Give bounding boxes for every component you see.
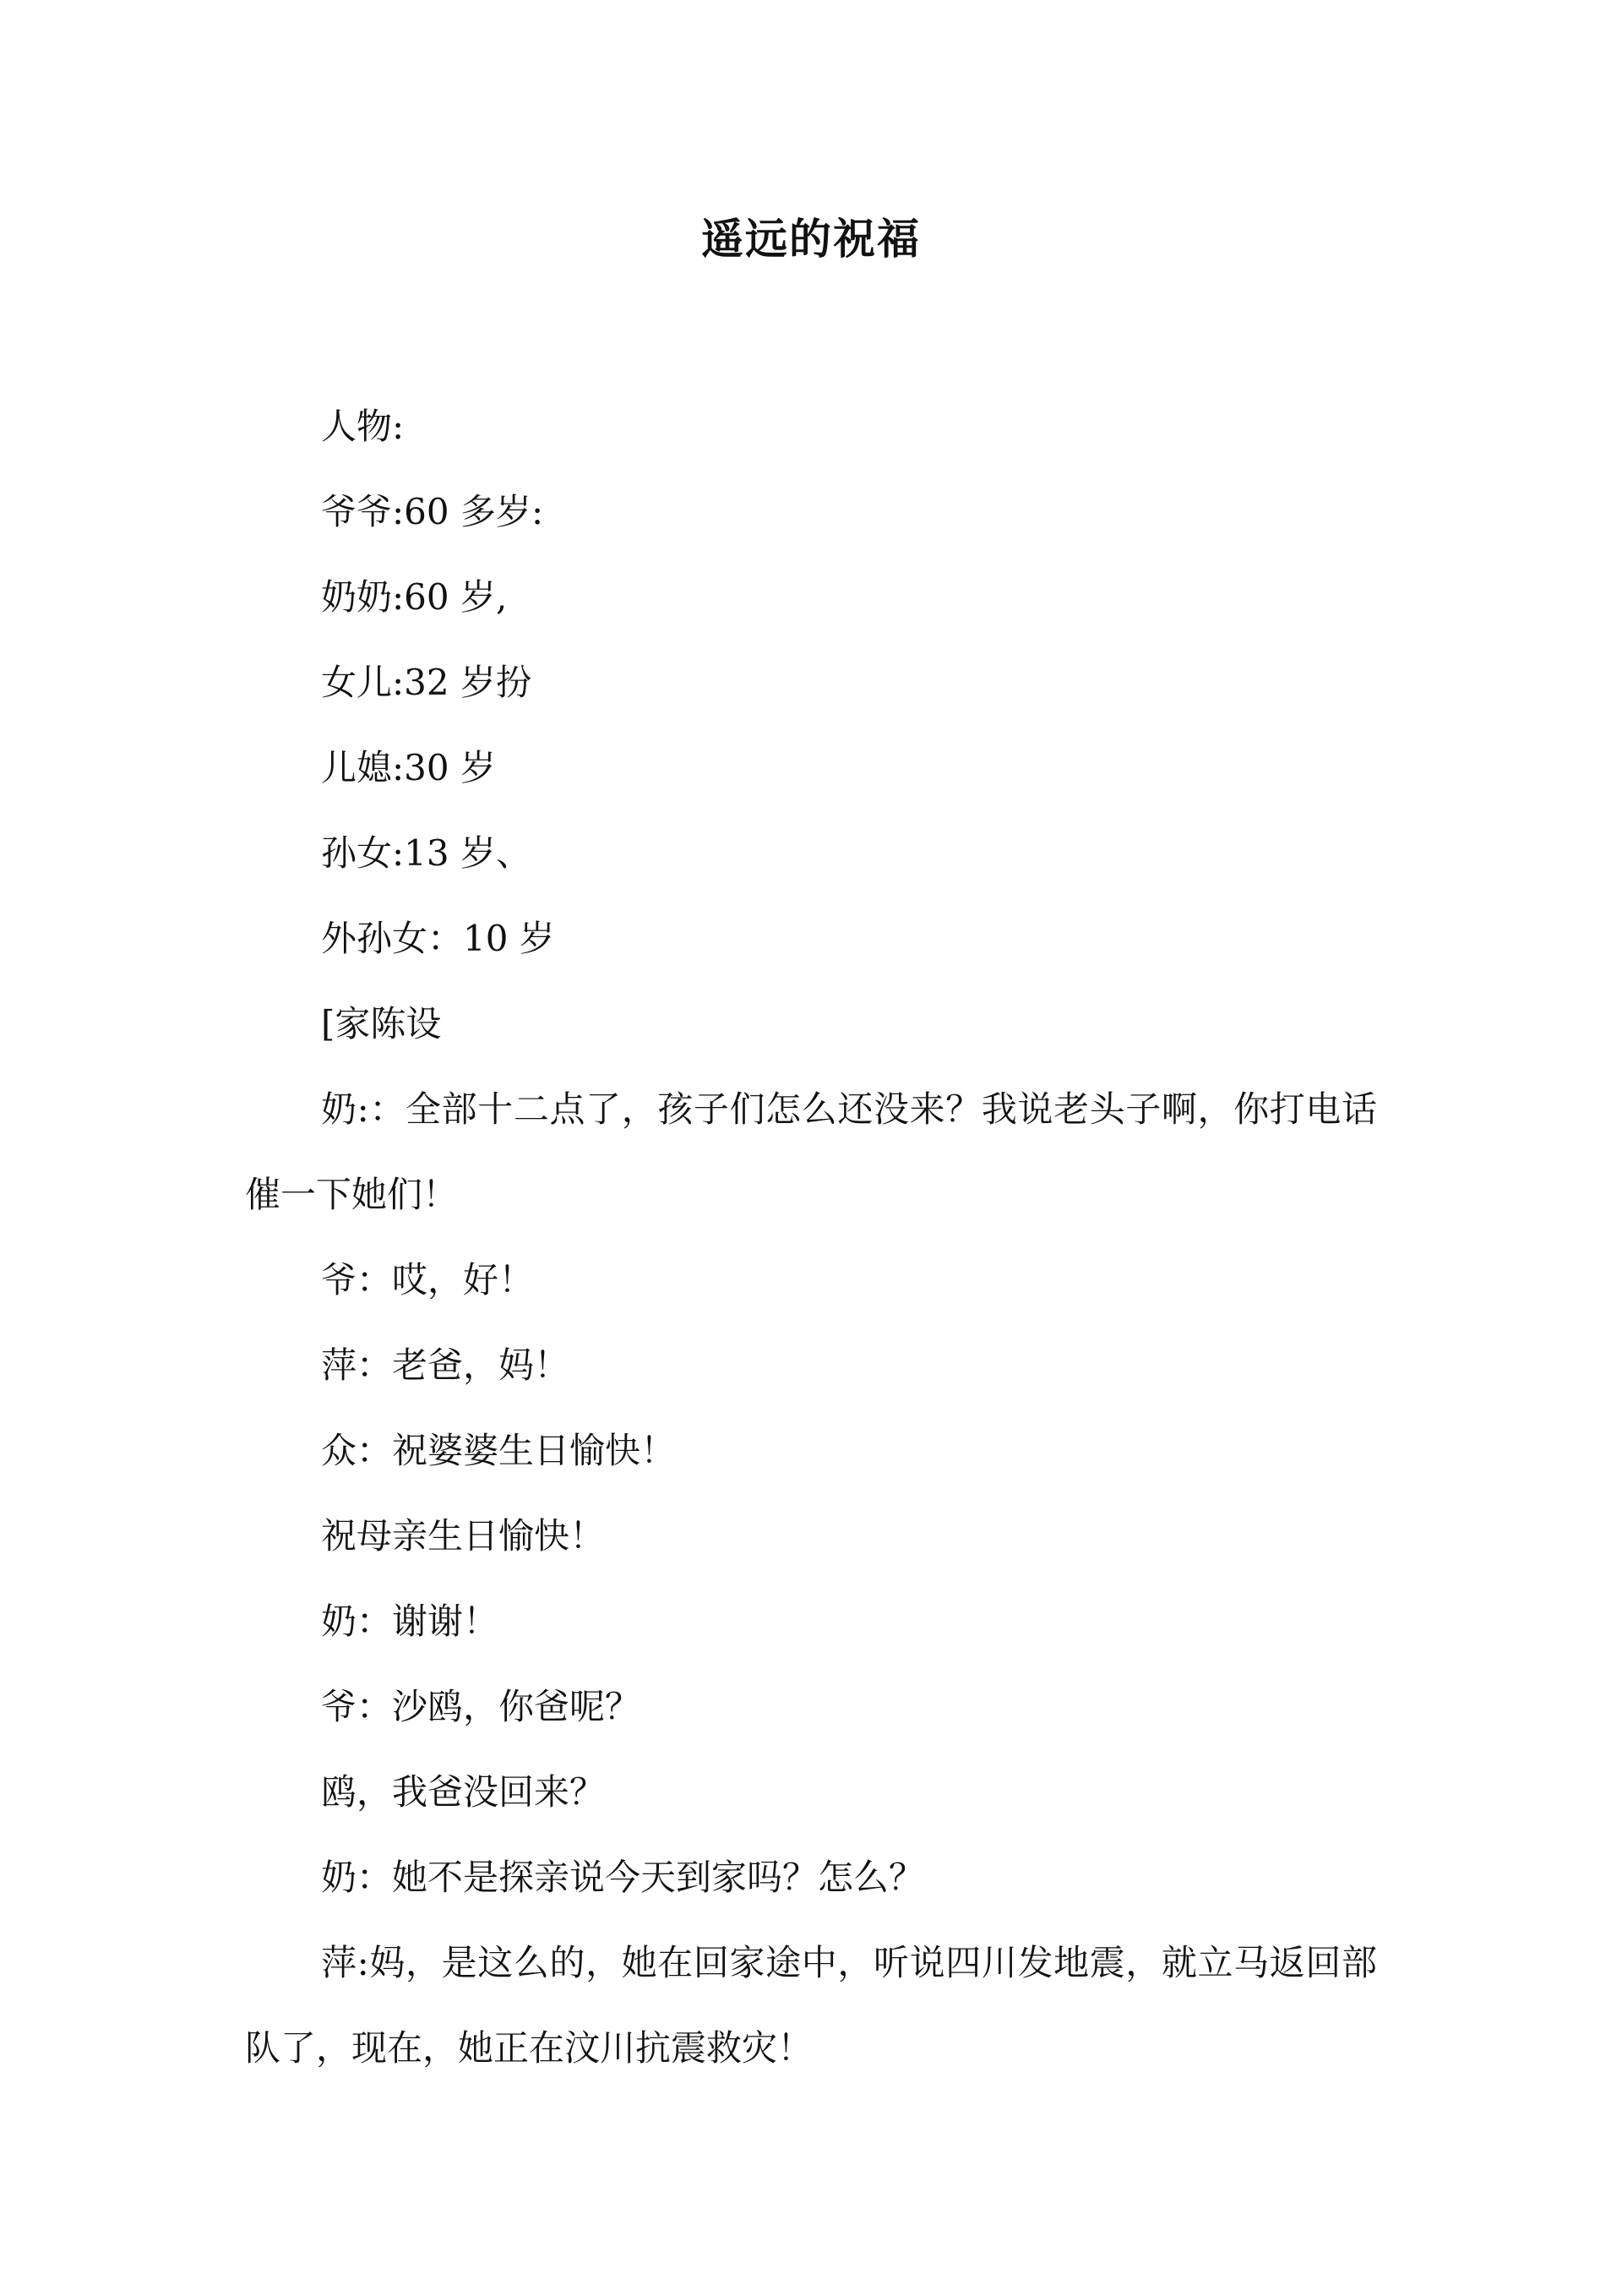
paragraph: 爷：沙鸥，你爸呢？: [321, 1686, 641, 1727]
paragraph: 人物:: [321, 406, 405, 447]
paragraph: 孙女:13 岁、: [321, 832, 531, 874]
paragraph: 萍:妈，是这么的，她在回家途中，听说四川发地震，就立马返回部队了，现在，她正在汶川抗震救灾！: [245, 1942, 1377, 2069]
paragraph: 奶：谢谢！: [321, 1601, 499, 1642]
paragraph: 奶：她不是探亲说今天到家吗？怎么？: [321, 1857, 925, 1898]
paragraph: 儿媳:30 岁: [321, 747, 496, 788]
paragraph: 爷爷:60 多岁:: [321, 491, 544, 532]
paragraph: 爷：哎，好！: [321, 1259, 535, 1301]
paragraph: 奶奶:60 岁,: [321, 576, 508, 618]
paragraph: 众：祝婆婆生日愉快！: [321, 1430, 677, 1471]
paragraph: 外孙女：10 岁: [321, 918, 555, 959]
paragraph: 祝母亲生日愉快！: [321, 1515, 606, 1557]
paragraph: 女儿:32 岁扮: [321, 662, 531, 703]
paragraph: 萍：老爸，妈！: [321, 1344, 570, 1386]
paragraph: 鸥，我爸没回来？: [321, 1771, 606, 1813]
document-body: [245, 384, 1377, 2091]
document-title: 遥远的祝福: [701, 214, 921, 264]
paragraph: [家陈设: [321, 1003, 442, 1044]
paragraph: 奶:：全部十二点了，孩子们怎么还没来？我说老头子啊，你打电话催一下她们！: [245, 1088, 1377, 1215]
